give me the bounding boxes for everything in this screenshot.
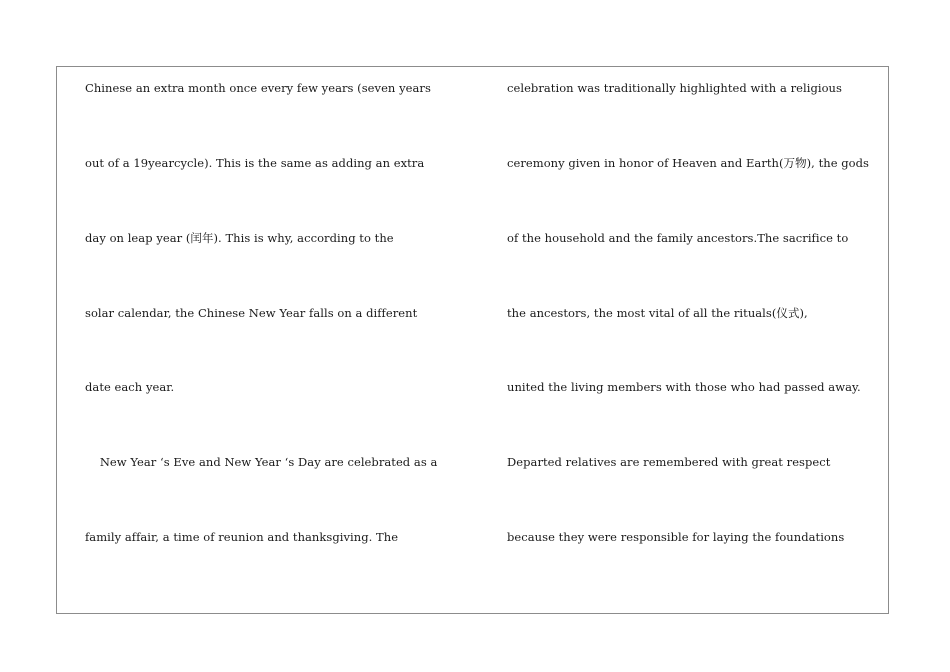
- text-line: celebration was traditionally highlighted with a religious: [507, 81, 842, 95]
- text-line: date each year.: [85, 380, 175, 394]
- page-frame: [56, 66, 889, 614]
- text-line: family affair, a time of reunion and thanksgiving. The: [85, 530, 399, 544]
- text-line: Chinese an extra month once every few years (seven years: [85, 81, 431, 95]
- text-line: of the household and the family ancestors.The sacrifice to: [507, 231, 849, 245]
- text-line: New Year ‘s Eve and New Year ‘s Day are celebrated as a: [85, 455, 438, 469]
- text-line: because they were responsible for laying the foundations: [507, 530, 845, 544]
- text-line: the ancestors, the most vital of all the rituals(仪式),: [507, 306, 808, 320]
- text-line: ceremony given in honor of Heaven and Earth(万物), the gods: [507, 156, 870, 170]
- text-line: solar calendar, the Chinese New Year falls on a different: [85, 306, 418, 320]
- text-line: out of a 19yearcycle). This is the same as adding an extra: [85, 156, 425, 170]
- text-line: Departed relatives are remembered with great respect: [507, 455, 831, 469]
- text-line: united the living members with those who had passed away.: [507, 380, 861, 394]
- text-line: day on leap year (闰年). This is why, according to the: [85, 231, 394, 245]
